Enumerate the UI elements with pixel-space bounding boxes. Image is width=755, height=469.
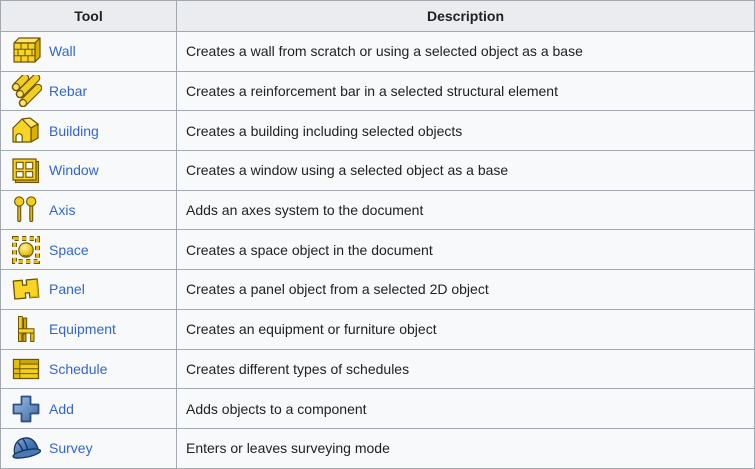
table-row xyxy=(1,270,755,310)
table-row xyxy=(1,32,755,72)
building-icon[interactable] xyxy=(10,115,42,147)
table-row xyxy=(1,428,755,468)
tool-link-axis[interactable]: Axis xyxy=(49,202,76,219)
tool-description: Creates a wall from scratch or using a selected object as a base xyxy=(177,32,755,72)
equipment-icon[interactable] xyxy=(10,313,42,345)
add-icon[interactable] xyxy=(10,393,42,425)
tool-link-space[interactable]: Space xyxy=(49,241,89,258)
table-row xyxy=(1,309,755,349)
table-row xyxy=(1,230,755,270)
header-row xyxy=(1,1,755,32)
tool-link-add[interactable]: Add xyxy=(49,400,74,417)
tool-link-equipment[interactable]: Equipment xyxy=(49,321,116,338)
window-icon[interactable] xyxy=(10,154,42,186)
tool-description: Creates a panel object from a selected 2D object xyxy=(177,270,755,310)
table-row xyxy=(1,190,755,230)
tool-description: Adds an axes system to the document xyxy=(177,190,755,230)
column-header-description: Description xyxy=(177,1,755,32)
panel-icon[interactable] xyxy=(10,273,42,305)
tool-link-survey[interactable]: Survey xyxy=(49,440,93,457)
tool-description: Creates a building including selected objects xyxy=(177,111,755,151)
tool-description: Adds objects to a component xyxy=(177,389,755,429)
tool-description: Creates a space object in the document xyxy=(177,230,755,270)
axis-icon[interactable] xyxy=(10,194,42,226)
tool-description: Creates a reinforcement bar in a selected structural element xyxy=(177,71,755,111)
tool-link-building[interactable]: Building xyxy=(49,122,99,139)
tool-description: Creates different types of schedules xyxy=(177,349,755,389)
table-row xyxy=(1,349,755,389)
survey-icon[interactable] xyxy=(10,432,42,464)
tool-description: Enters or leaves surveying mode xyxy=(177,428,755,468)
table-row xyxy=(1,151,755,191)
tool-link-rebar[interactable]: Rebar xyxy=(49,83,88,100)
tool-link-panel[interactable]: Panel xyxy=(49,281,85,298)
schedule-icon[interactable] xyxy=(10,353,42,385)
table-row xyxy=(1,111,755,151)
tool-description: Creates a window using a selected object as a base xyxy=(177,151,755,191)
column-header-tool: Tool xyxy=(1,1,177,32)
table-row xyxy=(1,71,755,111)
tool-link-window[interactable]: Window xyxy=(49,162,99,179)
space-icon[interactable] xyxy=(10,234,42,266)
table-row xyxy=(1,389,755,429)
rebar-icon[interactable] xyxy=(10,75,42,107)
tool-link-wall[interactable]: Wall xyxy=(49,43,76,60)
wall-icon[interactable] xyxy=(10,35,42,67)
tool-description: Creates an equipment or furniture object xyxy=(177,309,755,349)
tool-link-schedule[interactable]: Schedule xyxy=(49,360,108,377)
